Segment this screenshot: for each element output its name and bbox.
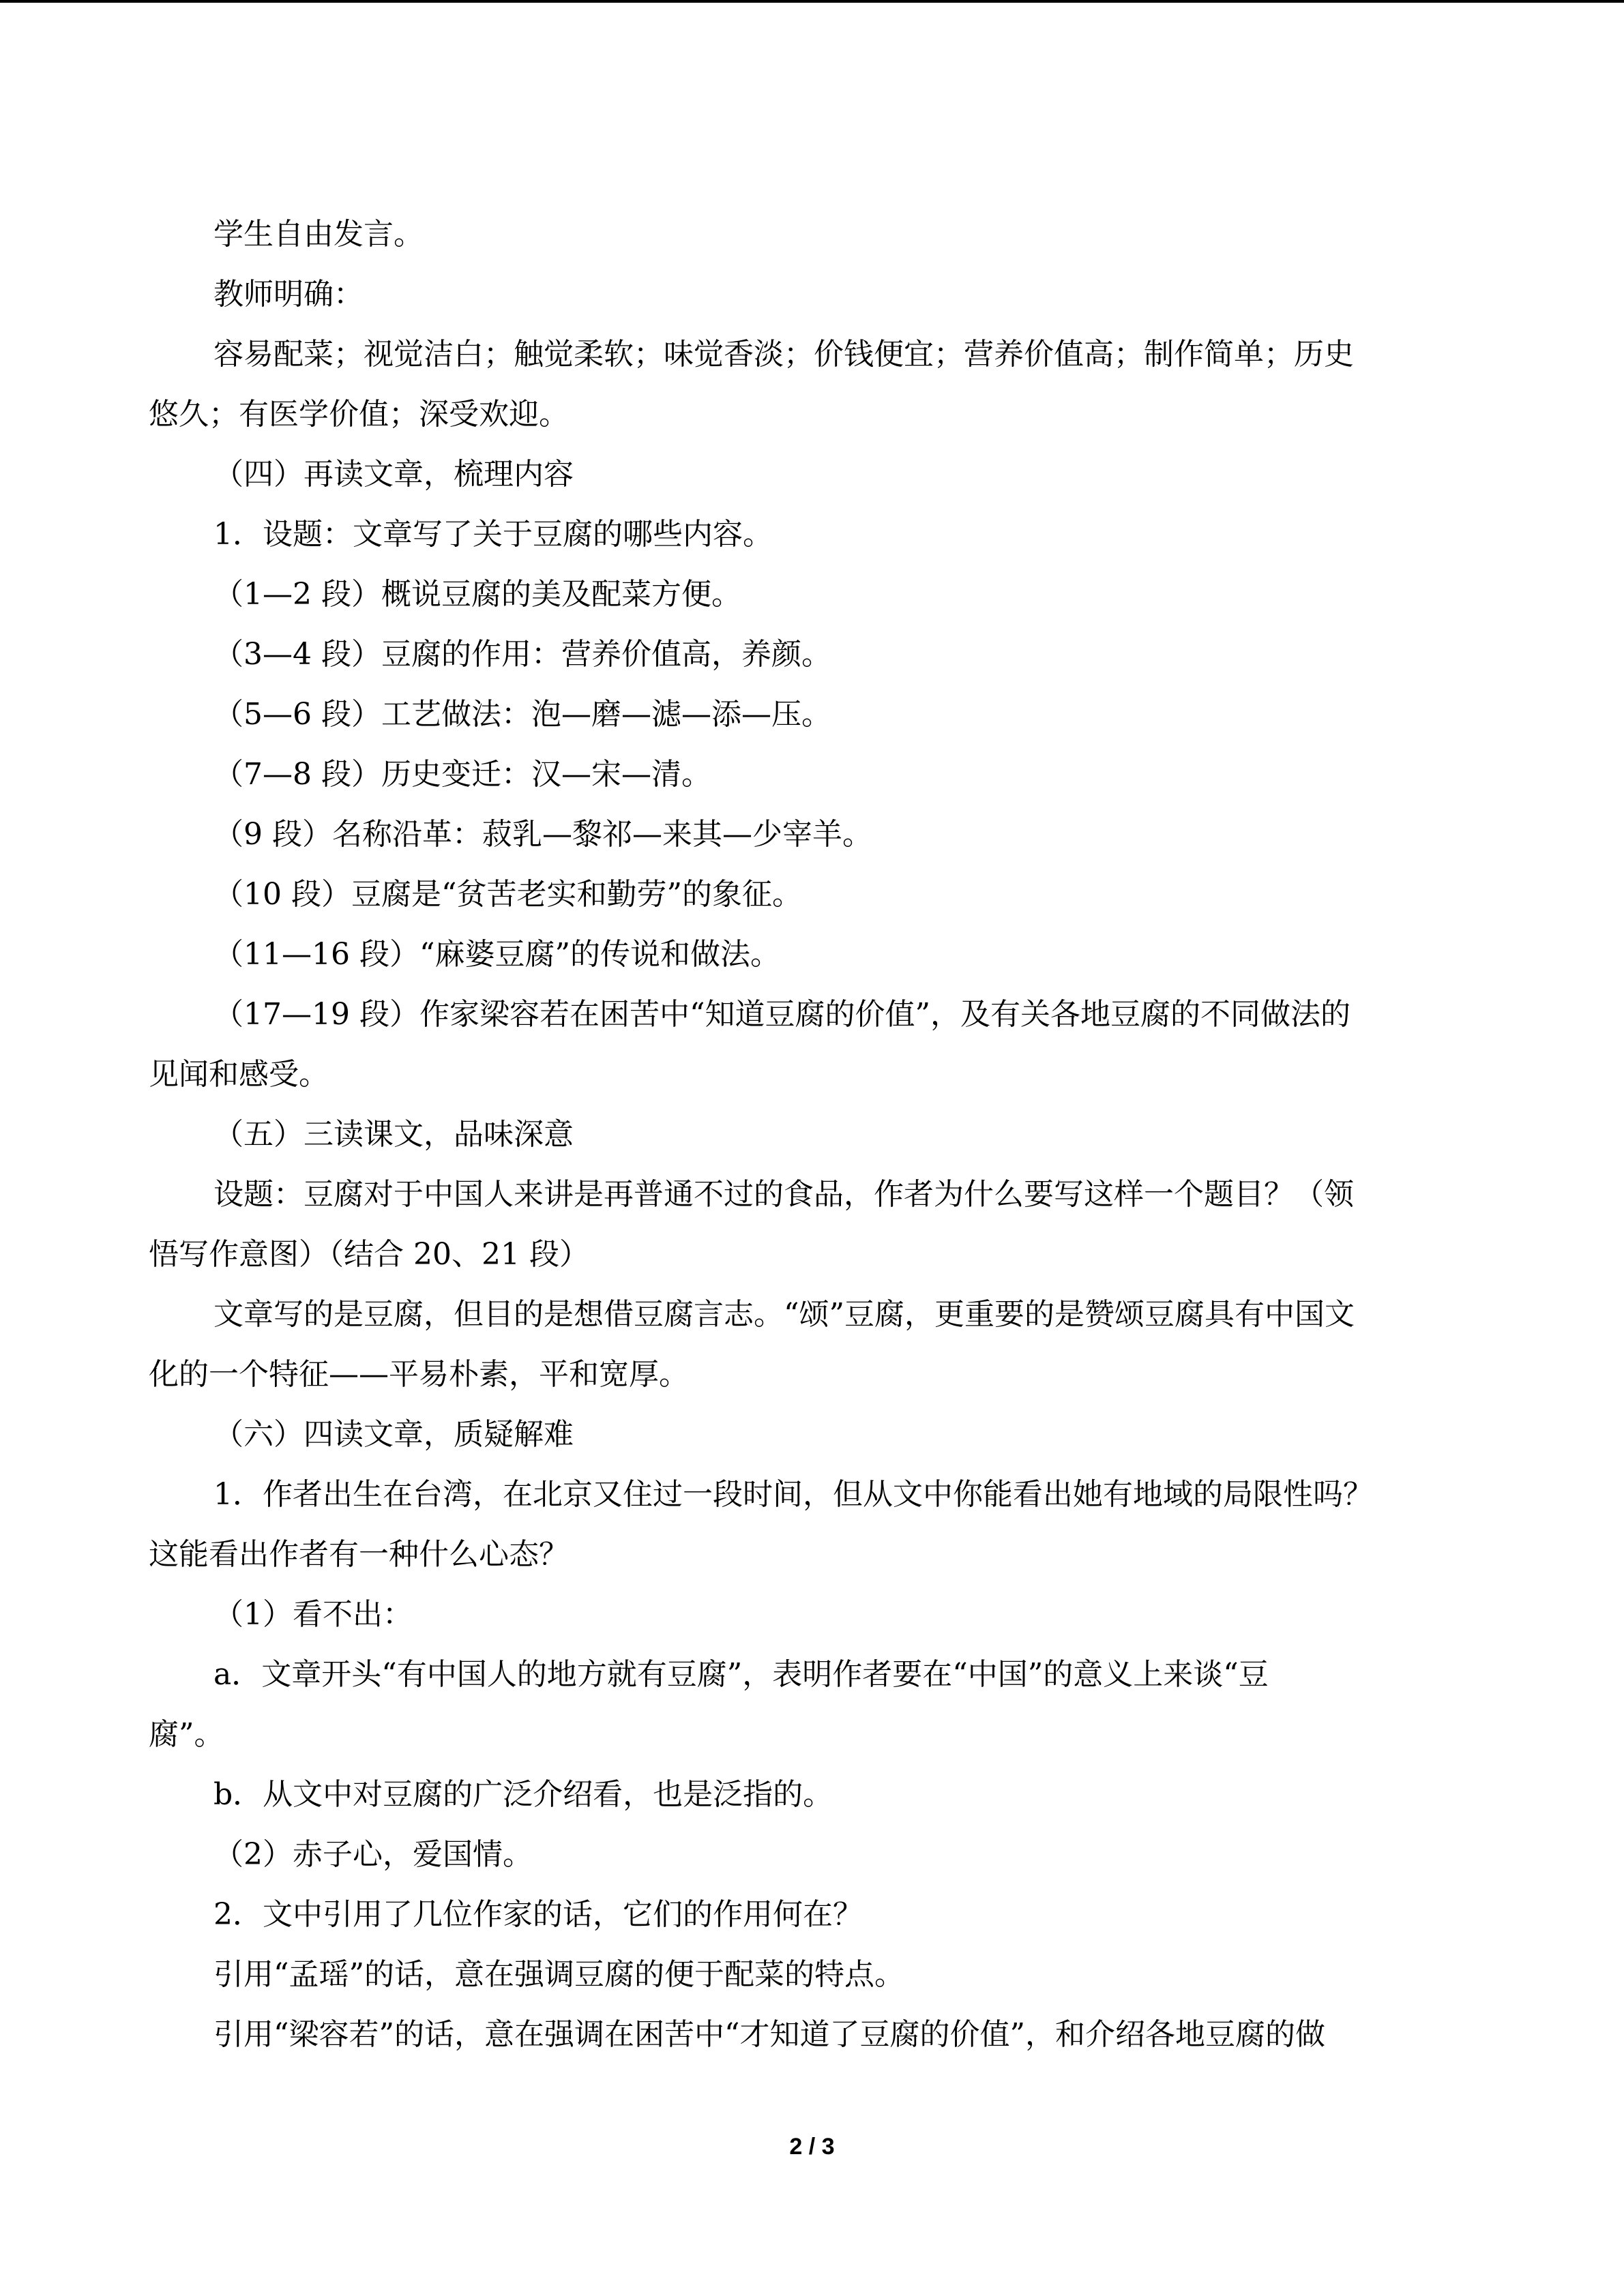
paragraph-line: b．从文中对豆腐的广泛介绍看，也是泛指的。: [213, 1777, 833, 1812]
paragraph-line: （3—4 段）豆腐的作用：营养价值高，养颜。: [213, 637, 831, 672]
section-heading: （六）四读文章，质疑解难: [213, 1417, 574, 1452]
paragraph-line: 这能看出作者有一种什么心态？: [149, 1537, 569, 1572]
paragraph-line: 化的一个特征——平易朴素，平和宽厚。: [149, 1357, 689, 1392]
paragraph-line: 文章写的是豆腐，但目的是想借豆腐言志。“颂”豆腐，更重要的是赞颂豆腐具有中国文: [213, 1297, 1355, 1332]
paragraph-line: 1．作者出生在台湾，在北京又住过一段时间，但从文中你能看出她有地域的局限性吗？: [213, 1477, 1373, 1512]
paragraph-line: （5—6 段）工艺做法：泡—磨—滤—添—压。: [213, 697, 831, 732]
paragraph-line: 容易配菜；视觉洁白；触觉柔软；味觉香淡；价钱便宜；营养价值高；制作简单；历史: [213, 337, 1354, 372]
paragraph-line: （9 段）名称沿革：菽乳—黎祁—来其—少宰羊。: [213, 817, 872, 852]
paragraph-line: 学生自由发言。: [213, 217, 424, 252]
top-border-line: [0, 0, 1624, 3]
paragraph-line: （1）看不出：: [213, 1597, 413, 1632]
paragraph-line: （1—2 段）概说豆腐的美及配菜方便。: [213, 577, 741, 612]
document-body: [149, 205, 1475, 2065]
paragraph-line: 见闻和感受。: [149, 1057, 329, 1092]
paragraph-line: 悟写作意图）（结合 20、21 段）: [149, 1237, 589, 1272]
paragraph-line: （11—16 段）“麻婆豆腐”的传说和做法。: [213, 937, 780, 972]
paragraph-line: 1．设题：文章写了关于豆腐的哪些内容。: [213, 517, 773, 552]
paragraph-line: 腐”。: [149, 1717, 224, 1752]
paragraph-line: （10 段）豆腐是“贫苦老实和勤劳”的象征。: [213, 877, 802, 912]
paragraph-line: 引用“梁容若”的话，意在强调在困苦中“才知道了豆腐的价值”，和介绍各地豆腐的做: [213, 2017, 1325, 2052]
paragraph-line: 设题：豆腐对于中国人来讲是再普通不过的食品，作者为什么要写这样一个题目？（领: [213, 1177, 1354, 1212]
paragraph-line: 悠久；有医学价值；深受欢迎。: [149, 397, 569, 432]
paragraph-line: （17—19 段）作家梁容若在困苦中“知道豆腐的价值”，及有关各地豆腐的不同做法的: [213, 997, 1350, 1032]
section-heading: （五）三读课文，品味深意: [213, 1117, 574, 1152]
paragraph-line: 2．文中引用了几位作家的话，它们的作用何在？: [213, 1897, 863, 1932]
paragraph-line: 教师明确：: [213, 277, 364, 312]
paragraph-line: a．文章开头“有中国人的地方就有豆腐”，表明作者要在“中国”的意义上来谈“豆: [213, 1657, 1269, 1692]
page-number: 2 / 3: [789, 2134, 835, 2160]
paragraph-line: （2）赤子心，爱国情。: [213, 1837, 533, 1872]
section-heading: （四）再读文章，梳理内容: [213, 457, 574, 492]
paragraph-line: （7—8 段）历史变迁：汉—宋—清。: [213, 757, 711, 792]
paragraph-line: 引用“孟瑶”的话，意在强调豆腐的便于配菜的特点。: [213, 1957, 904, 1992]
